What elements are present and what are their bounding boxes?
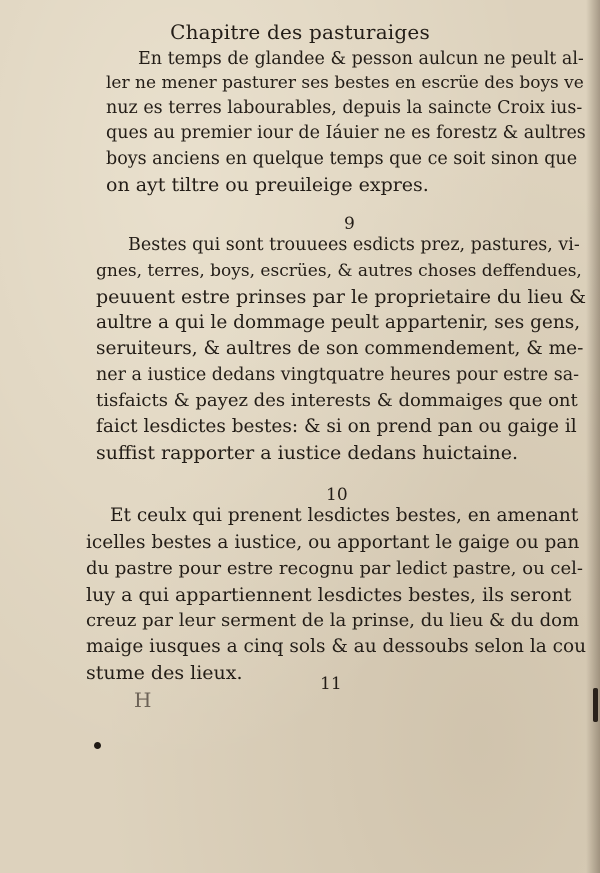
text-line: boys anciens en quelque temps que ce soit sinon que bbox=[106, 149, 578, 169]
text-line: tisfaicts & payez des interests & dommaiges que ont bbox=[96, 390, 578, 411]
text-line: luy a qui appartiennent lesdictes bestes, ils seront bbox=[86, 584, 572, 606]
text-line: En temps de glandee & pesson aulcun ne peult al- bbox=[138, 49, 584, 69]
text-line: faict lesdictes bestes: & si on prend pan ou gaige il bbox=[96, 416, 577, 437]
page-header: Chapitre des pasturaiges bbox=[170, 20, 430, 44]
text-line: stume des lieux. bbox=[86, 662, 243, 684]
page-gutter-shadow bbox=[586, 0, 600, 873]
text-line: nuz es terres labourables, depuis la saincte Croix ius- bbox=[106, 98, 583, 118]
text-line: ler ne mener pasturer ses bestes en escrüe des boys ve bbox=[106, 73, 584, 93]
text-line: Et ceulx qui prenent lesdictes bestes, en amenant bbox=[110, 505, 579, 526]
text-line: seruiteurs, & aultres de son commendement, & me- bbox=[96, 338, 584, 359]
text-line: suffist rapporter a iustice dedans huictaine. bbox=[96, 442, 518, 464]
signature-mark: H bbox=[134, 688, 154, 712]
text-line: gnes, terres, boys, escrües, & autres choses deffendues, bbox=[96, 261, 582, 281]
text-line: icelles bestes a iustice, ou apportant le gaige ou pan bbox=[86, 532, 580, 553]
text-line: du pastre pour estre recognu par ledict pastre, ou cel- bbox=[86, 558, 583, 579]
text-line: Bestes qui sont trouuees esdicts prez, pastures, vi- bbox=[128, 235, 580, 255]
text-line: peuuent estre prinses par le proprietaire du lieu & bbox=[96, 286, 587, 308]
article-number: 10 bbox=[326, 485, 348, 505]
text-line: ques au premier iour de Iáuier ne es forestz & aultres bbox=[106, 123, 586, 143]
text-line: maige iusques a cinq sols & au dessoubs selon la cou bbox=[86, 636, 587, 657]
text-line: on ayt tiltre ou preuileige expres. bbox=[106, 174, 429, 196]
ink-dot bbox=[94, 742, 101, 749]
article-number: 9 bbox=[344, 214, 355, 234]
page-edge-mark bbox=[593, 688, 598, 722]
text-line: creuz par leur serment de la prinse, du lieu & du dom bbox=[86, 610, 580, 631]
text-line: aultre a qui le dommage peult appartenir, ses gens, bbox=[96, 312, 581, 333]
text-line: ner a iustice dedans vingtquatre heures pour estre sa- bbox=[96, 365, 580, 385]
article-number: 11 bbox=[320, 674, 342, 694]
